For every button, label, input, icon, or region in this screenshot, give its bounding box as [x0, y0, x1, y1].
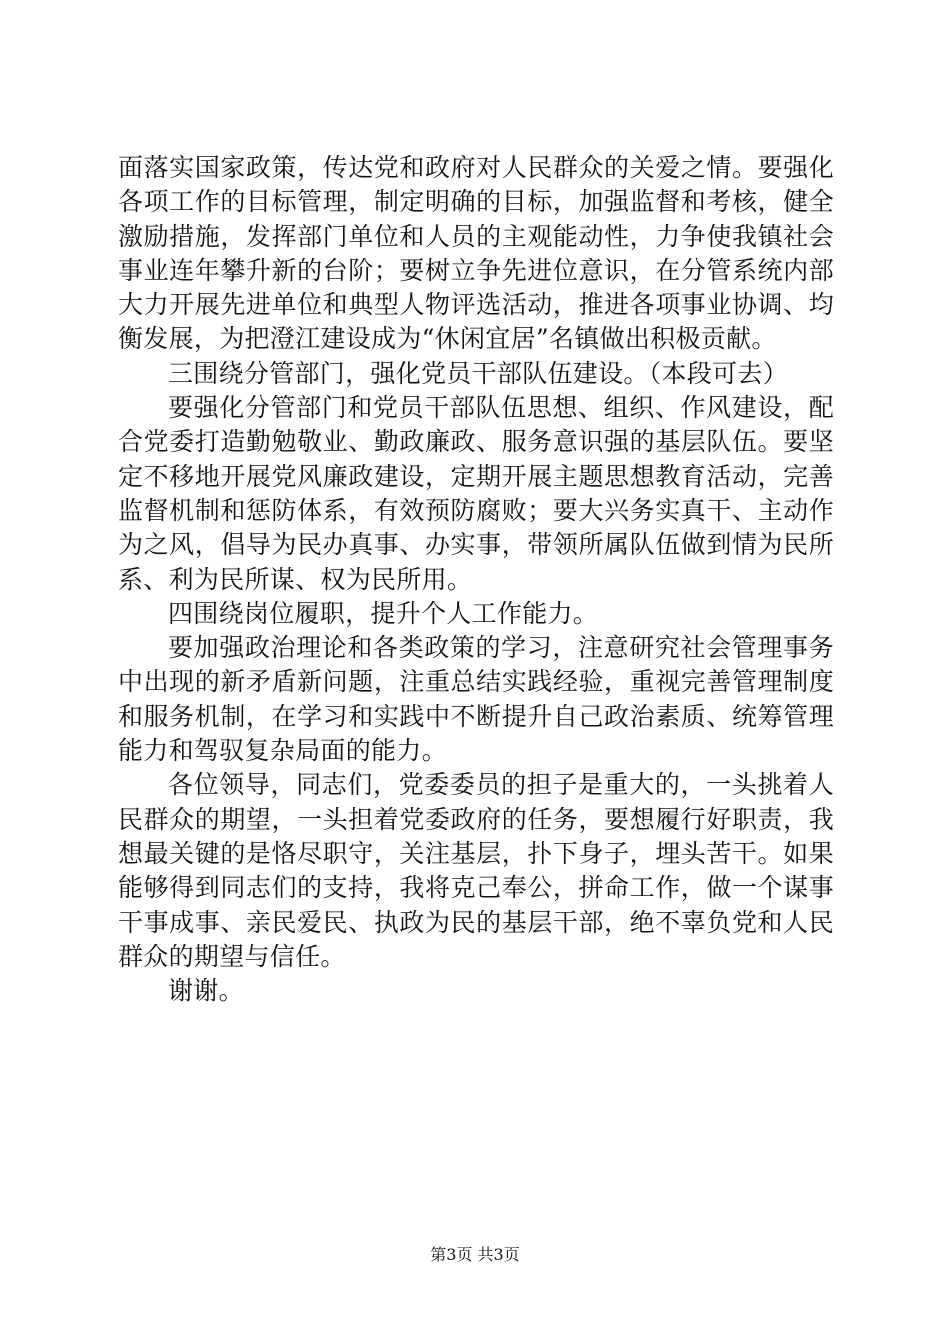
paragraph-section-4: 要加强政治理论和各类政策的学习，注意研究社会管理事务中出现的新矛盾新问题，注重总结实践经验，重视完善管理制度和服务机制，在学习和实践中不断提升自己政治素质、统筹管理能力和驾驭复杂局面的能力。 [118, 633, 834, 766]
document-body [118, 151, 834, 1008]
paragraph-closing: 各位领导，同志们，党委委员的担子是重大的，一头挑着人民群众的期望，一头担着党委政府的任务，要想履行好职责，我想最关键的是恪尽职守，关注基层，扑下身子，埋头苦干。如果能够得到同志们的支持，我将克己奉公，拼命工作，做一个谋事干事成事、亲民爱民、执政为民的基层干部，绝不辜负党和人民群众的期望与信任。 [118, 770, 834, 971]
section-heading-4: 四围绕岗位履职，提升个人工作能力。 [168, 598, 599, 628]
paragraph-section-3: 要强化分管部门和党员干部队伍思想、组织、作风建设，配合党委打造勤勉敬业、勤政廉政、服务意识强的基层队伍。要坚定不移地开展党风廉政建设，定期开展主题思想教育活动，完善监督机制和惩防体系，有效预防腐败；要大兴务实真干、主动作为之风，倡导为民办真事、办实事，带领所属队伍做到情为民所系、利为民所谋、权为民所用。 [118, 393, 834, 594]
paragraph-thanks: 谢谢。 [168, 976, 244, 1006]
section-heading-3: 三围绕分管部门，强化党员干部队伍建设。（本段可去） [168, 358, 789, 388]
page-number-footer: 第3页 共3页 [430, 1245, 520, 1264]
paragraph-continued: 面落实国家政策，传达党和政府对人民群众的关爱之情。要强化各项工作的目标管理，制定明确的目标，加强监督和考核，健全激励措施，发挥部门单位和人员的主观能动性，力争使我镇社会事业连年攀升新的台阶；要树立争先进位意识，在分管系统内部大力开展先进单位和典型人物评选活动，推进各项事业协调、均衡发展，为把澄江建设成为“休闲宜居”名镇做出积极贡献。 [118, 153, 834, 354]
